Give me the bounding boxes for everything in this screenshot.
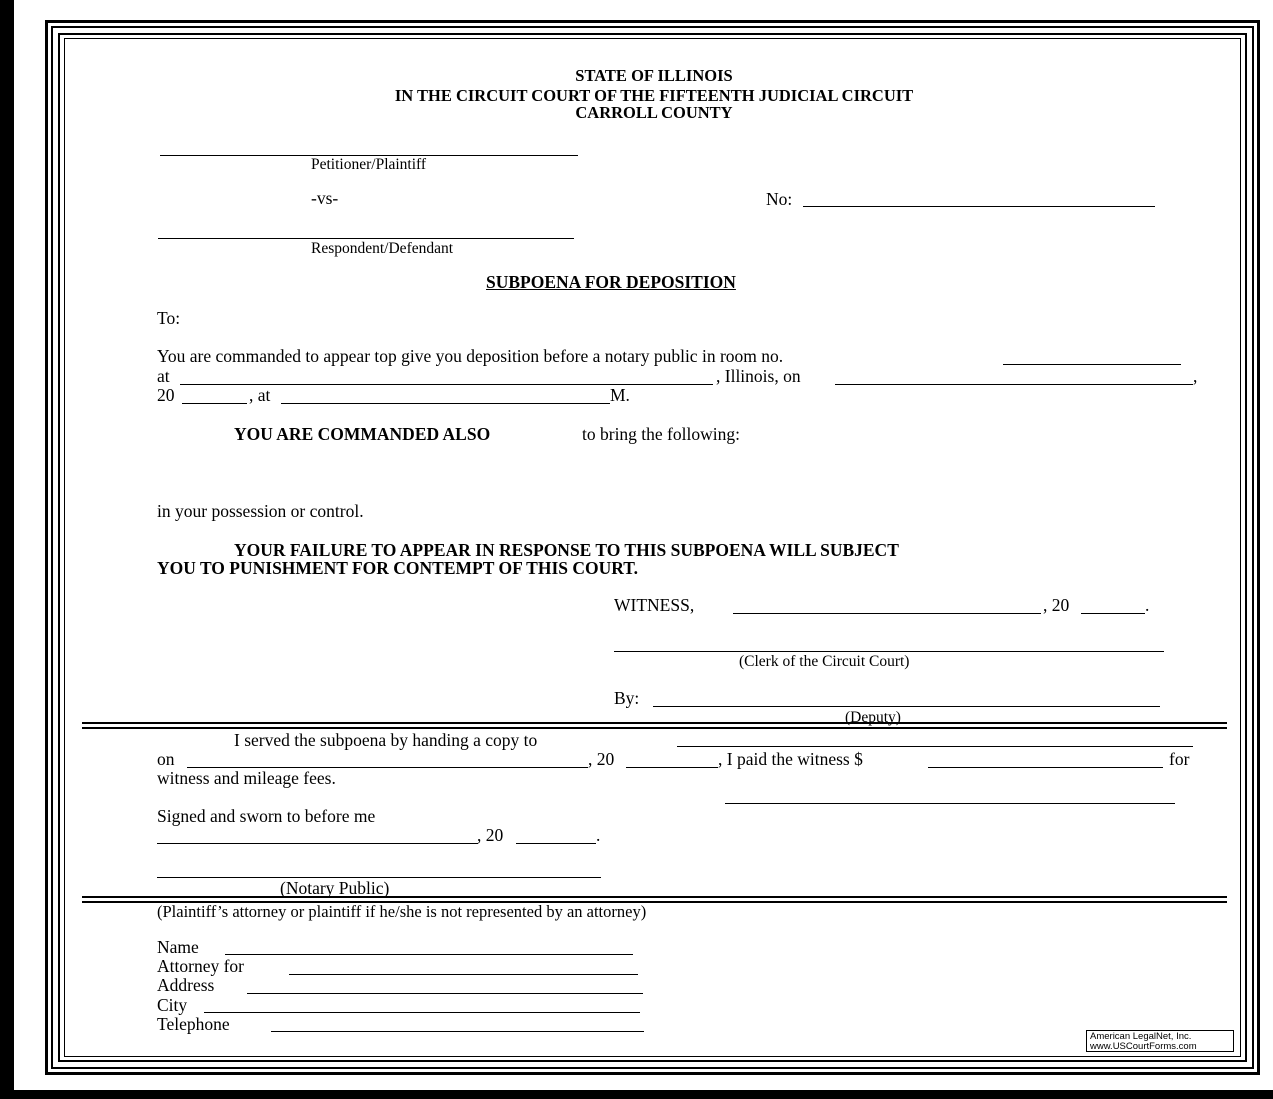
served-text: I served the subpoena by handing a copy to [234,730,538,750]
telephone-label: Telephone [157,1014,230,1034]
address-line[interactable] [247,993,643,994]
respondent-label: Respondent/Defendant [311,240,454,257]
time-line[interactable] [281,403,610,404]
notary-label: (Notary Public) [280,878,390,898]
at-time-label: , at [249,385,271,405]
for-label: for [1169,749,1190,769]
possession-text: in your possession or control. [157,501,364,521]
name-line[interactable] [225,954,633,955]
also-rest: to bring the following: [582,424,740,444]
served-person-line[interactable] [677,746,1193,747]
witness-label: WITNESS, [614,595,695,615]
telephone-line[interactable] [271,1031,644,1032]
clerk-signature-line[interactable] [614,651,1164,652]
scan-edge-bottom [0,1090,1273,1099]
city-label: City [157,995,188,1015]
attorney-heading: (Plaintiff’s attorney or plaintiff if he/she is not represented by an attorney) [157,902,647,921]
comma: , [1193,366,1198,386]
at-label: at [157,366,170,386]
petitioner-label: Petitioner/Plaintiff [311,156,427,173]
deputy-label: (Deputy) [845,709,901,726]
fees-text: witness and mileage fees. [157,768,336,788]
illinois-on-label: , Illinois, on [716,366,801,386]
witness-year-label: , 20 [1043,595,1070,615]
on-label: on [157,749,175,769]
room-number-line[interactable] [1003,364,1181,365]
command-text: You are commanded to appear top give you deposition before a notary public in room no. [157,346,784,366]
page-title: SUBPOENA FOR DEPOSITION [486,272,736,292]
paid-label: , I paid the witness $ [718,749,863,769]
sworn-period: . [596,825,601,845]
case-number-label: No: [766,189,793,209]
clerk-label: (Clerk of the Circuit Court) [739,653,910,670]
respondent-line[interactable] [158,238,574,239]
city-line[interactable] [204,1012,640,1013]
case-number-line[interactable] [803,206,1155,207]
name-label: Name [157,937,199,957]
to-label: To: [157,308,181,328]
attorney-for-label: Attorney for [157,956,244,976]
date-line[interactable] [835,384,1193,385]
failure-warning-1: YOUR FAILURE TO APPEAR IN RESPONSE TO THIS SUBPOENA WILL SUBJECT [234,540,899,560]
witness-name-line[interactable] [733,613,1041,614]
signed-sworn-text: Signed and sworn to before me [157,806,376,826]
witness-year-line[interactable] [1081,613,1145,614]
section-divider [82,722,1227,729]
address-label: Address [157,975,215,995]
service-year-line[interactable] [626,767,718,768]
publisher-name: American LegalNet, Inc. [1090,1031,1192,1042]
header-state: STATE OF ILLINOIS [575,66,733,85]
sworn-year-label: , 20 [477,825,504,845]
witness-period: . [1145,595,1150,615]
meridiem-label: M. [610,385,630,405]
header-county: CARROLL COUNTY [575,103,733,122]
header-court: IN THE CIRCUIT COURT OF THE FIFTEENTH JUDICIAL CIRCUIT [394,86,914,105]
publisher-url: www.USCourtForms.com [1090,1041,1197,1052]
failure-warning-2: YOU TO PUNISHMENT FOR CONTEMPT OF THIS COURT. [157,558,639,578]
sworn-date-line[interactable] [157,843,478,844]
year-prefix: 20 [157,385,175,405]
also-bold: YOU ARE COMMANDED ALSO [234,424,491,444]
deputy-signature-line[interactable] [653,706,1160,707]
vs-label: -vs- [311,188,339,208]
year-line[interactable] [182,403,247,404]
scan-edge-left [0,0,14,1099]
fee-amount-line[interactable] [928,767,1163,768]
attorney-for-line[interactable] [289,974,638,975]
sworn-year-line[interactable] [516,843,596,844]
publisher-stamp [1086,1030,1234,1052]
by-label: By: [614,688,640,708]
service-year-label: , 20 [588,749,615,769]
server-signature-line[interactable] [725,803,1175,804]
